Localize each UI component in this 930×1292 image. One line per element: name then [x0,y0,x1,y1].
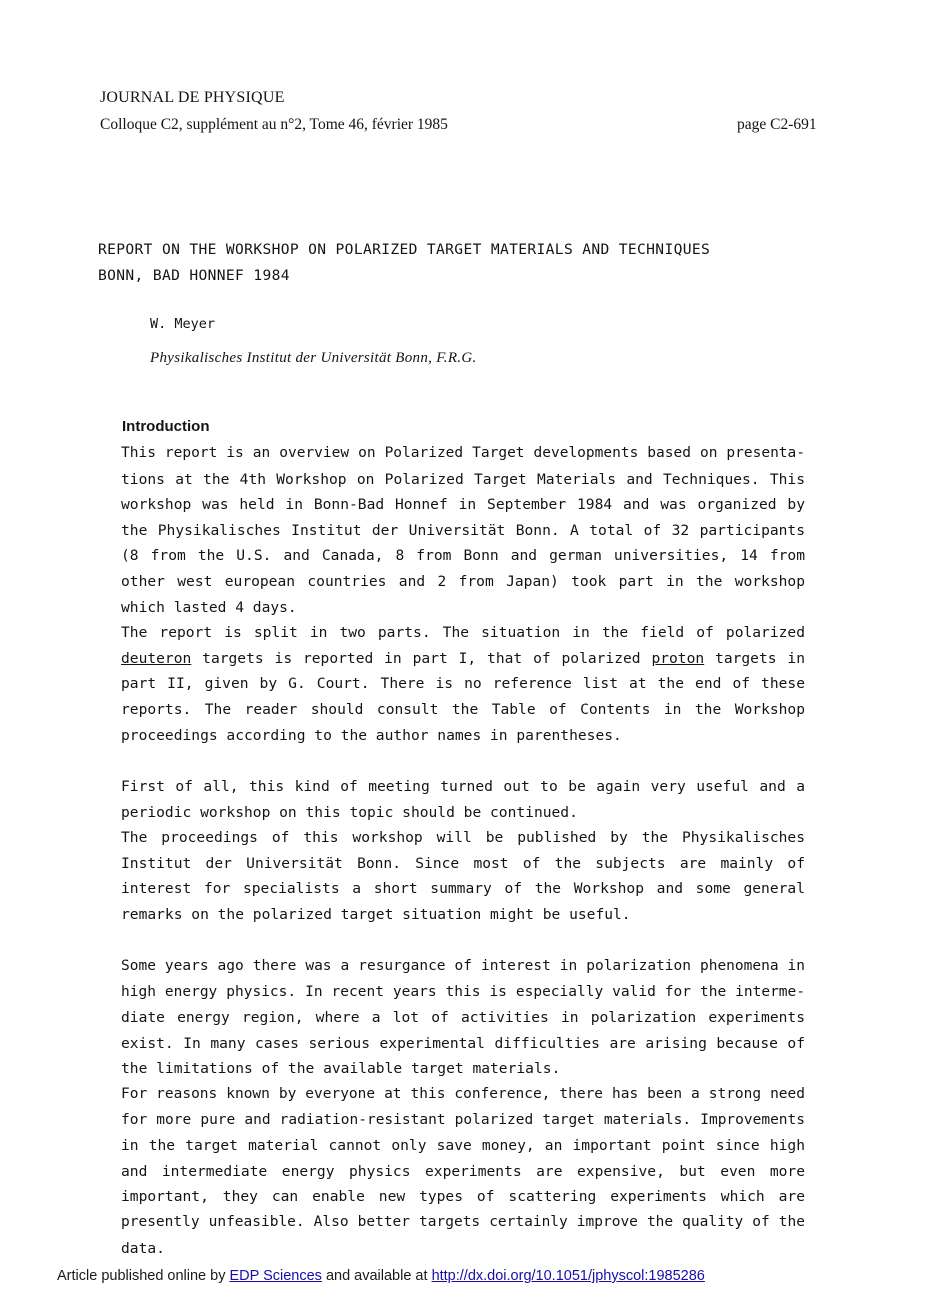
text-line: data. [121,1239,165,1257]
publication-footer [57,1268,705,1284]
text-line: other west european countries and 2 from Japan) took part in the workshop [121,572,805,590]
text-line: The proceedings of this workshop will be published by the Physikalisches [121,829,805,847]
text-line: Institut der Universität Bonn. Since most of the subjects are mainly of [121,854,805,872]
text-segment: targets is reported in part I, that of polarized [191,649,652,667]
text-line: for more pure and radiation-resistant polarized target materials. Improvements [121,1111,805,1128]
report-title-line: BONN, BAD HONNEF 1984 [98,267,290,284]
underlined-term-proton: proton [651,649,705,667]
report-title [98,237,710,289]
text-line: which lasted 4 days. [121,598,297,616]
text-line: remarks on the polarized target situation might be useful. [121,905,631,923]
section-heading: Introduction [122,418,210,435]
text-line: For reasons known by everyone at this conference, there has been a strong need [121,1085,805,1102]
colloque-line: Colloque C2, supplément au n°2, Tome 46, février 1985 [100,116,448,133]
underlined-term-deuteron: deuteron [121,649,192,667]
text-line: diate energy region, where a lot of activities in polarization experiments [121,1009,805,1027]
text-line: the Physikalisches Institut der Universität Bonn. A total of 32 participants [121,521,805,539]
text-line: (8 from the U.S. and Canada, 8 from Bonn and german universities, 14 from [121,547,805,565]
journal-title: JOURNAL DE PHYSIQUE [100,89,285,106]
text-line: proceedings according to the author names in parentheses. [121,726,622,744]
text-line: and intermediate energy physics experiments are expensive, but even more [121,1162,805,1180]
text-line: important, they can enable new types of scattering experiments which are [121,1188,805,1206]
text-line: the limitations of the available target materials. [121,1060,561,1078]
author-name: W. Meyer [150,316,216,332]
text-line: This report is an overview on Polarized Target developments based on presenta- [121,445,805,461]
text-line: reports. The reader should consult the Table of Contents in the Workshop [121,700,805,718]
author-affiliation: Physikalisches Institut der Universität Bonn, F.R.G. [150,350,477,366]
paragraph-introduction [121,441,805,748]
text-line: tions at the 4th Workshop on Polarized Target Materials and Techniques. This [121,470,805,488]
text-segment: targets in [704,649,805,667]
text-line [121,646,805,672]
text-line: high energy physics. In recent years this is especially valid for the interme- [121,983,805,1000]
paragraph-meeting [121,774,805,928]
paragraph-motivation [121,954,805,1261]
text-line: part II, given by G. Court. There is no reference list at the end of these [121,675,805,693]
page-number: page C2-691 [737,116,817,133]
footer-text: and available at [321,1268,432,1284]
doi-link[interactable]: http://dx.doi.org/10.1051/jphyscol:1985286 [431,1268,705,1284]
text-line: First of all, this kind of meeting turned out to be again very useful and a [121,778,805,795]
report-title-line: REPORT ON THE WORKSHOP ON POLARIZED TARGET MATERIALS AND TECHNIQUES [98,241,711,258]
text-line: periodic workshop on this topic should be continued. [121,803,578,821]
text-line: exist. In many cases serious experimental difficulties are arising because of [121,1034,805,1052]
text-line: workshop was held in Bonn-Bad Honnef in September 1984 and was organized by [121,496,805,514]
footer-text: Article published online by [57,1268,230,1284]
publisher-link[interactable]: EDP Sciences [229,1268,322,1284]
text-line: Some years ago there was a resurgance of interest in polarization phenomena in [121,958,805,974]
text-line: interest for specialists a short summary of the Workshop and some general [121,880,805,898]
text-line: in the target material cannot only save money, an important point since high [121,1137,805,1155]
text-line: The report is split in two parts. The situation in the field of polarized [121,624,805,642]
text-line: presently unfeasible. Also better targets certainly improve the quality of the [121,1213,805,1230]
